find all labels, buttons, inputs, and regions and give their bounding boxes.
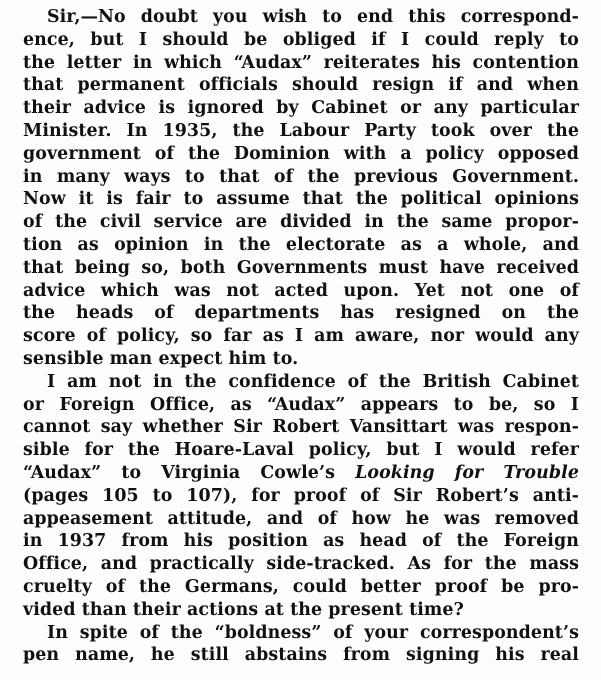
text-run: ence, but I should be obliged if I could reply to — [23, 29, 579, 50]
text-run: tion as opinion in the electorate as a whole, and — [23, 234, 579, 255]
text-line — [23, 485, 579, 508]
text-line — [23, 52, 579, 75]
text-run: Now it is fair to assume that the political opinions — [23, 189, 579, 210]
text-run: sible for the Hoare-Laval policy, but I would refer — [23, 440, 579, 461]
text-run: (pages 105 to 107), for proof of Sir Robert’s anti- — [23, 485, 579, 506]
book-title: Looking for Trouble — [355, 462, 579, 483]
letter-column — [23, 6, 579, 667]
text-run: sensible man expect him to. — [23, 348, 299, 369]
text-run: vided than their actions at the present time? — [23, 599, 464, 620]
text-run: score of policy, so far as I am aware, nor would any — [23, 326, 579, 347]
text-run: government of the Dominion with a policy opposed — [23, 143, 579, 164]
text-run: Office, and practically side-tracked. As for the mass — [23, 554, 579, 575]
text-run: the heads of departments has resigned on the — [23, 303, 579, 324]
text-run: Minister. In 1935, the Labour Party took over the — [23, 120, 579, 141]
text-run: in 1937 from his position as head of the Foreign — [23, 531, 579, 552]
text-line — [23, 622, 579, 645]
text-run: that being so, both Governments must have received — [23, 257, 579, 278]
text-run: that permanent officials should resign if and when — [23, 75, 579, 96]
text-line — [23, 394, 579, 417]
text-run: the letter in which “Audax” reiterates his contention — [23, 52, 579, 73]
text-line — [23, 74, 579, 97]
text-line — [23, 280, 579, 303]
text-line — [23, 211, 579, 234]
text-run: In spite of the “boldness” of your correspondent’s — [47, 622, 579, 643]
text-line — [23, 553, 579, 576]
text-line — [23, 120, 579, 143]
text-run: or Foreign Office, as “Audax” appears to be, so I — [23, 394, 579, 415]
text-line — [23, 348, 579, 371]
text-line — [23, 508, 579, 531]
text-line — [23, 576, 579, 599]
text-line — [23, 439, 579, 462]
text-line — [23, 530, 579, 553]
text-line — [23, 97, 579, 120]
text-line — [23, 462, 579, 485]
text-run: in many ways to that of the previous Government. — [23, 166, 579, 187]
text-run: cruelty of the Germans, could better proof be pro- — [23, 576, 579, 597]
text-run: of the civil service are divided in the same propor- — [23, 212, 579, 233]
text-line — [23, 143, 579, 166]
text-line — [23, 257, 579, 280]
text-line — [23, 325, 579, 348]
text-line — [23, 188, 579, 211]
text-line — [23, 302, 579, 325]
text-run: pen name, he still abstains from signing his real — [23, 645, 579, 666]
text-line — [23, 234, 579, 257]
text-line — [23, 29, 579, 52]
text-line — [23, 599, 579, 622]
text-run: Sir,—No doubt you wish to end this correspond- — [47, 7, 579, 27]
text-run: cannot say whether Sir Robert Vansittart was respon- — [23, 417, 579, 438]
text-run: their advice is ignored by Cabinet or any particular — [23, 98, 579, 119]
text-run: I am not in the confidence of the British Cabinet — [47, 371, 579, 392]
text-run: appeasement attitude, and of how he was removed — [23, 508, 579, 529]
text-run: advice which was not acted upon. Yet not one of — [23, 280, 579, 301]
text-run: “Audax” to Virginia Cowle’s — [23, 462, 356, 483]
text-line — [23, 416, 579, 439]
text-line — [23, 644, 579, 667]
text-line — [23, 371, 579, 394]
text-line — [23, 6, 579, 29]
text-line — [23, 166, 579, 189]
